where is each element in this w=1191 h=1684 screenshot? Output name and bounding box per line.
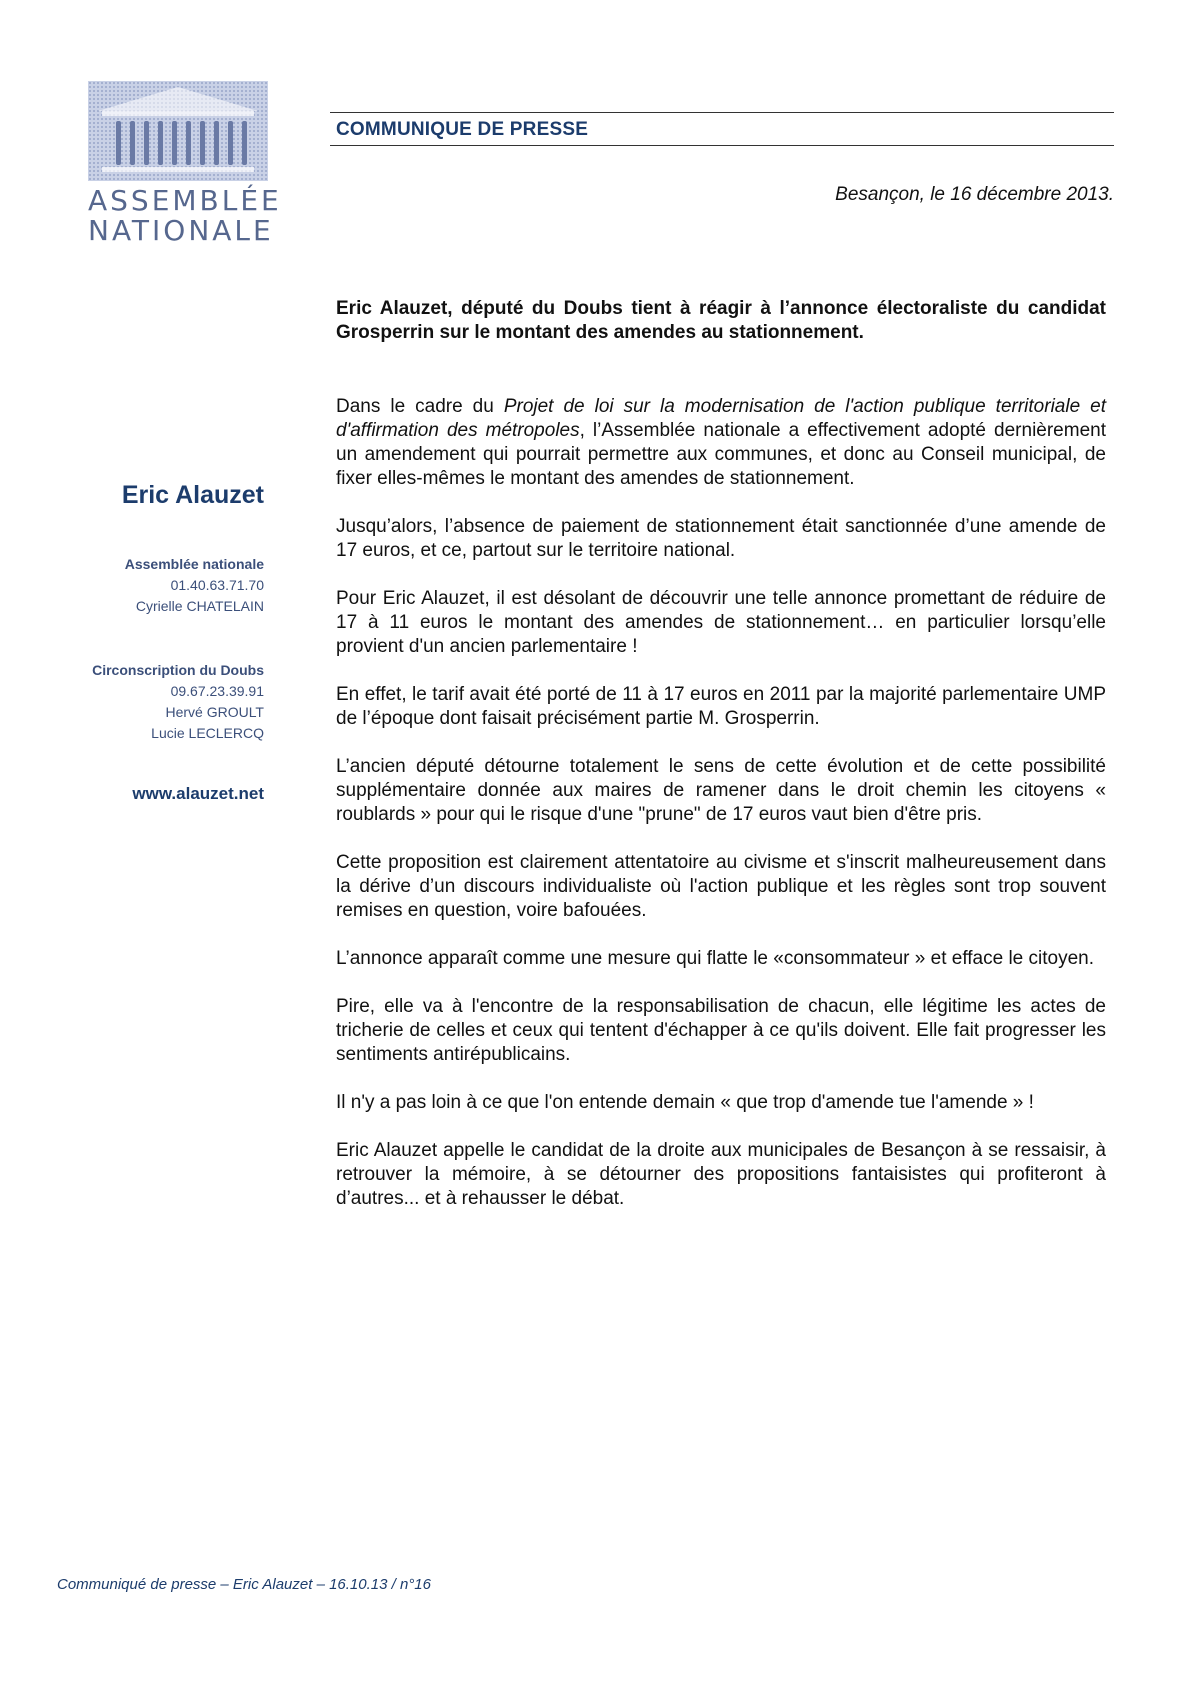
paragraph-9: Il n'y a pas loin à ce que l'on entende demain « que trop d'amende tue l'amende » !: [336, 1092, 1034, 1113]
press-release-header: [330, 112, 1114, 146]
paragraph-6: Cette proposition est clairement attentatoire au civisme et s'inscrit malheureusement dans la dérive d’un discours individualiste où l'action publique et les règles sont trop souvent remises en question, voire bafouées.: [336, 852, 1106, 921]
paragraph-3: Pour Eric Alauzet, il est désolant de découvrir une telle annonce promettant de réduire de 17 à 11 euros le montant des amendes de stationnement… en particulier lorsqu’elle provient d'un ancien parlementaire !: [336, 588, 1106, 657]
date-line: Besançon, le 16 décembre 2013.: [835, 184, 1114, 205]
lead-paragraph: Eric Alauzet, député du Doubs tient à réagir à l’annonce électoraliste du candidat Grosperrin sur le montant des amendes au stationnement.: [336, 298, 1106, 343]
circonscription-phone: 09.67.23.39.91: [170, 683, 264, 699]
logo-line1: ASSEMBLÉE: [88, 184, 282, 217]
circonscription-contact-2: Lucie LECLERCQ: [151, 725, 264, 741]
paragraph-1-start: Dans le cadre du: [336, 396, 504, 417]
paragraph-2: Jusqu’alors, l’absence de paiement de stationnement était sanctionnée d’une amende de 17 euros, et ce, partout sur le territoire national.: [336, 516, 1106, 561]
paragraph-4: En effet, le tarif avait été porté de 11 à 17 euros en 2011 par la majorité parlementaire UMP de l’époque dont faisait précisément partie M. Grosperrin.: [336, 684, 1106, 729]
logo-line2: NATIONALE: [88, 214, 274, 247]
paragraph-10: Eric Alauzet appelle le candidat de la droite aux municipales de Besançon à se ressaisir, à retrouver la mémoire, à se détourner des propositions fantaisistes qui profiteront à d’autres... et à rehausser le débat.: [336, 1140, 1106, 1209]
circonscription-label: Circonscription du Doubs: [92, 662, 264, 678]
circonscription-contact-block: [60, 660, 264, 744]
circonscription-contact-1: Hervé GROULT: [165, 704, 264, 720]
paragraph-1: [336, 395, 1106, 491]
assemblee-contact-block: [60, 554, 264, 617]
assemblee-contact: Cyrielle CHATELAIN: [135, 598, 264, 614]
deputy-name: Eric Alauzet: [121, 481, 264, 509]
assemblee-nationale-logo: [88, 81, 282, 247]
assemblee-phone: 01.40.63.71.70: [170, 577, 264, 593]
paragraph-1-end: , l’Assemblée nationale a effectivement adopté dernièrement un amendement qui pourrait permettre aux communes, et donc au Conseil municipal, de fixer elles-mêmes le montant des amendes de stationnement.: [336, 420, 1106, 489]
paragraph-5: L’ancien député détourne totalement le sens de cette évolution et de cette possibilité supplémentaire donnée aux maires de ramener dans le droit chemin les citoyens « roublards » pour qui le risque d'une "prune" de 17 euros vaut bien d'être pris.: [336, 756, 1106, 825]
press-release-body: [336, 395, 1106, 1235]
page-footer: Communiqué de presse – Eric Alauzet – 16.10.13 / n°16: [57, 1576, 431, 1593]
paragraph-8: Pire, elle va à l'encontre de la responsabilisation de chacun, elle légitime les actes de tricherie de celles et ceux qui tentent d'échapper à ce qu'ils doivent. Elle fait progresser les sentiments antirépublicains.: [336, 996, 1106, 1065]
palais-bourbon-icon: [88, 81, 268, 181]
paragraph-7: L’annonce apparaît comme une mesure qui flatte le «consommateur » et efface le citoyen.: [336, 948, 1094, 969]
website-link[interactable]: www.alauzet.net: [132, 784, 264, 803]
assemblee-label: Assemblée nationale: [124, 556, 264, 572]
header-title: COMMUNIQUE DE PRESSE: [336, 119, 589, 140]
bill-title: Projet de loi sur la modernisation de l'action publique territoriale et d'affirmation des métropoles: [336, 396, 1107, 441]
